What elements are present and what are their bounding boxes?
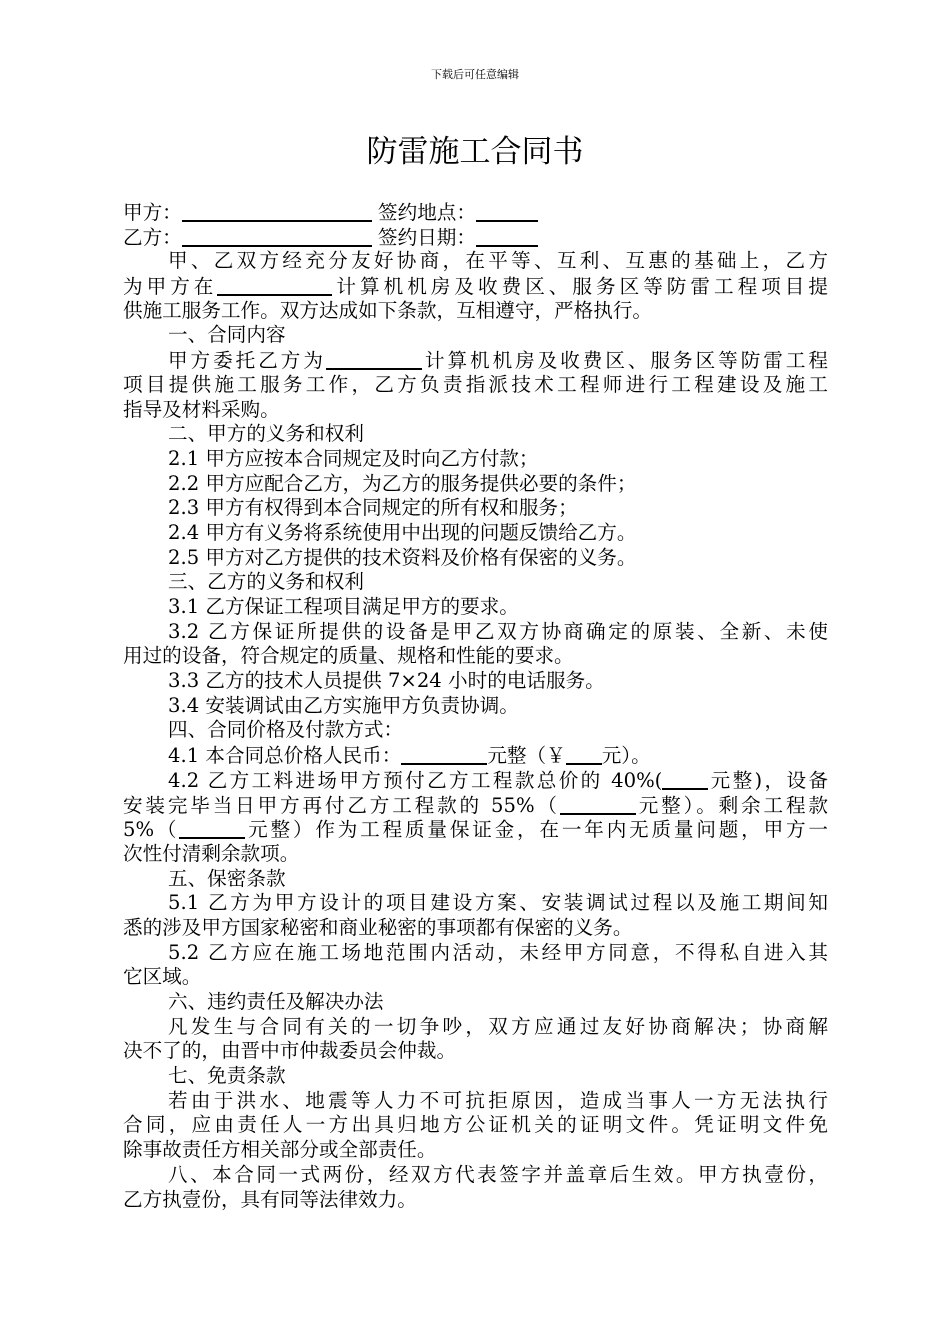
second-payment-blank[interactable] [560, 793, 636, 815]
paragraph-line: 若由于洪水、地震等人力不可抗拒原因，造成当事人一方无法执行 [168, 1088, 828, 1112]
paragraph-line: 决不了的，由晋中市仲裁委员会仲裁。 [123, 1039, 457, 1063]
clause-item: 3.2 乙方保证所提供的设备是甲乙双方协商确定的原装、全新、未使 [168, 619, 828, 643]
header-note: 下载后可任意编辑 [431, 68, 519, 81]
clause-item: 4.2 乙方工料进场甲方预付乙方工程款总价的 40%( 元整)，设备 [168, 768, 828, 792]
clause-item: 5.2 乙方应在施工场地范围内活动，未经甲方同意，不得私自进入其 [168, 940, 828, 964]
paragraph-line: 八、本合同一式两份，经双方代表签字并盖章后生效。甲方执壹份， [168, 1162, 828, 1186]
advance-payment-blank[interactable] [662, 768, 708, 790]
party-b-blank[interactable] [182, 225, 372, 247]
clause-item: 2.1 甲方应按本合同规定及时向乙方付款； [168, 446, 539, 470]
paragraph-line: 甲方委托乙方为 计算机机房及收费区、服务区等防雷工程 [168, 349, 829, 373]
clause-item: 5.1 乙方为甲方设计的项目建设方案、安装调试过程以及施工期间知 [168, 891, 828, 915]
party-a-label: 甲方： [123, 201, 182, 224]
party-a-blank[interactable] [182, 200, 372, 222]
section-heading: 七、免责条款 [168, 1064, 286, 1088]
paragraph-line: 凡发生与合同有关的一切争吵，双方应通过友好协商解决；协商解 [168, 1014, 828, 1038]
paragraph-line: 项目提供施工服务工作，乙方负责指派技术工程师进行工程建设及施工 [123, 372, 828, 396]
section-heading: 二、甲方的义务和权利 [168, 422, 364, 446]
intro-line: 供施工服务工作。双方达成如下条款，互相遵守，严格执行。 [123, 298, 653, 322]
section-heading: 五、保密条款 [168, 866, 286, 890]
clause-item: 2.3 甲方有权得到本合同规定的所有权和服务； [168, 496, 578, 520]
clause-item: 次性付清剩余款项。 [123, 841, 300, 865]
clause-item: 3.4 安装调试由乙方实施甲方负责协调。 [168, 693, 519, 717]
section-heading: 六、违约责任及解决办法 [168, 990, 384, 1013]
clause-item: 2.2 甲方应配合乙方，为乙方的服务提供必要的条件； [168, 471, 637, 495]
location-blank[interactable] [217, 274, 332, 296]
retention-blank[interactable] [179, 817, 245, 839]
party-b-line [123, 225, 828, 250]
clause-item: 4.1 本合同总价格人民币： 元整（￥ 元）。 [168, 744, 651, 768]
total-price-blank[interactable] [401, 743, 487, 765]
contract-body [123, 200, 828, 1212]
clause-item: 3.1 乙方保证工程项目满足甲方的要求。 [168, 595, 519, 618]
clause-item: 安装完毕当日甲方再付乙方工程款的 55%（ 元整）。剩余工程款 [123, 793, 828, 817]
sign-date-label: 签约日期： [378, 225, 476, 249]
paragraph-line: 合同，应由责任人一方出具归地方公证机关的证明文件。凭证明文件免 [123, 1113, 828, 1137]
sign-date-blank[interactable] [476, 225, 538, 247]
section-heading: 四、合同价格及付款方式： [168, 718, 404, 742]
clause-item: 它区域。 [123, 965, 202, 989]
project-blank[interactable] [326, 348, 422, 370]
clause-item: 5%（ 元整）作为工程质量保证金，在一年内无质量问题，甲方一 [123, 818, 828, 842]
paragraph-line: 指导及材料采购。 [123, 397, 280, 421]
document-title: 防雷施工合同书 [366, 134, 584, 170]
party-b-label: 乙方： [123, 225, 182, 249]
clause-item: 悉的涉及甲方国家秘密和商业秘密的事项都有保密的义务。 [123, 915, 633, 939]
clause-item: 用过的设备，符合规定的质量、规格和性能的要求。 [123, 644, 574, 668]
party-a-line [123, 200, 828, 225]
sign-place-blank[interactable] [476, 200, 538, 222]
total-price-figure-blank[interactable] [566, 743, 602, 765]
section-heading: 三、乙方的义务和权利 [168, 570, 364, 594]
paragraph-line: 乙方执壹份，具有同等法律效力。 [123, 1187, 417, 1211]
clause-item: 2.5 甲方对乙方提供的技术资料及价格有保密的义务。 [168, 545, 637, 569]
clause-item: 3.3 乙方的技术人员提供 7×24 小时的电话服务。 [168, 669, 605, 693]
intro-line: 为甲方在 计算机机房及收费区、服务区等防雷工程项目提 [123, 275, 829, 299]
sign-place-label: 签约地点： [378, 201, 476, 224]
section-heading: 一、合同内容 [168, 323, 286, 347]
paragraph-line: 除事故责任方相关部分或全部责任。 [123, 1138, 437, 1162]
intro-line: 甲、乙双方经充分友好协商，在平等、互利、互惠的基础上，乙方 [168, 249, 828, 273]
clause-item: 2.4 甲方有义务将系统使用中出现的问题反馈给乙方。 [168, 520, 637, 544]
